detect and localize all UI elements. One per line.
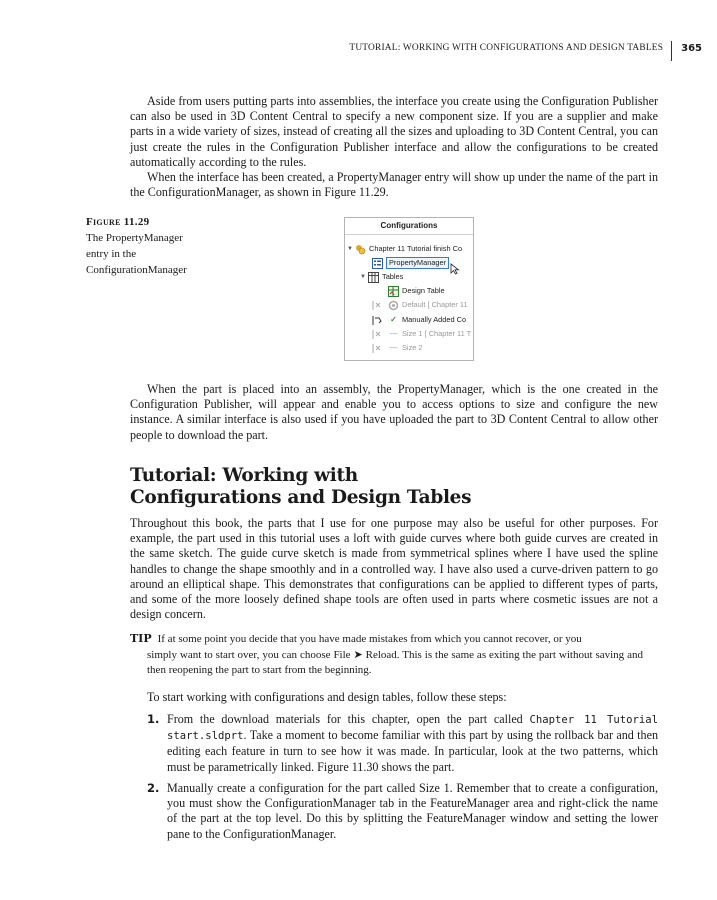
configuration-manager-panel	[344, 217, 474, 361]
step-item-1	[147, 712, 658, 775]
step-text: Manually create a configuration for the part called Size 1. Remember that to create a configuration, you must show the ConfigurationManager tab in the FeatureManager area and right-click the name of the part at the top level. Do this by splitting the FeatureManager window and setting the lower pane to the ConfigurationManager.	[167, 781, 658, 841]
panel-title: Configurations	[345, 218, 473, 235]
mouse-pointer-icon	[450, 263, 460, 275]
dash-icon: —	[389, 329, 398, 338]
tables-icon	[368, 272, 379, 283]
section-body	[130, 516, 658, 622]
figure-caption-line-3: ConfigurationManager	[86, 264, 187, 276]
section-heading-line-1: Tutorial: Working with	[130, 465, 358, 486]
property-manager-icon	[372, 258, 383, 269]
figure-caption-line-1: The PropertyManager	[86, 232, 183, 244]
page-number: 365	[681, 43, 702, 54]
after-figure-text	[130, 382, 658, 443]
tree-item-default-label: Default [ Chapter 11	[402, 300, 468, 309]
tree-item-manually-added[interactable]	[372, 314, 466, 326]
running-header-title: TUTORIAL: WORKING WITH CONFIGURATIONS AND DESIGN TABLES	[349, 43, 664, 53]
section-heading-line-2: Configurations and Design Tables	[130, 487, 472, 508]
link-icon	[372, 343, 385, 354]
dash-icon: —	[389, 343, 398, 352]
after-figure-paragraph: When the part is placed into an assembly, the PropertyManager, which is the one created in the Configuration Publisher, will appear and enable you to access options to size and configure the new instance. A similar interface is also used if you have uploaded the part to 3D Content Central to allow other people to download the part.	[130, 382, 658, 442]
tree-item-size1-label: Size 1 [ Chapter 11 T	[402, 329, 472, 338]
tree-item-default[interactable]	[372, 299, 468, 311]
step-item-2	[147, 781, 658, 842]
intro-text	[130, 94, 658, 200]
intro-paragraph-1: Aside from users putting parts into assemblies, the interface you create using the Configuration Publisher can also be used in 3D Content Central to specify a new component size. If you are a supplier and make parts in a wide variety of sizes, instead of creating all the sizes and uploading to 3D Content Central, you can just create the rules in the Configuration Publisher interface and allow the configurations to be created automatically according to the rules.	[130, 94, 658, 169]
running-header	[349, 41, 702, 61]
tip-text-first-line: If at some point you decide that you have made mistakes from which you cannot recover, or you	[157, 633, 582, 645]
step-text-pre: From the download materials for this chapter, open the part called	[167, 712, 530, 726]
step-text	[167, 712, 658, 775]
steps-intro-paragraph: To start working with configurations and design tables, follow these steps:	[147, 690, 507, 704]
tree-item-tables[interactable]	[360, 271, 403, 283]
tree-item-size1[interactable]	[372, 328, 471, 340]
tip-label: TIP	[130, 632, 152, 645]
link-icon	[372, 315, 385, 326]
tree-item-design-table-label: Design Table	[402, 286, 445, 295]
tree-item-root-label: Chapter 11 Tutorial finish Co	[369, 244, 463, 253]
tree-item-property-manager-label: PropertyManager	[386, 257, 449, 269]
section-heading	[130, 465, 670, 509]
collapse-arrow-icon[interactable]: ▼	[360, 274, 366, 280]
link-icon	[372, 300, 385, 311]
design-table-icon	[388, 286, 399, 297]
figure-caption	[86, 214, 206, 278]
part-config-icon	[355, 244, 366, 255]
tree-item-root[interactable]	[347, 243, 462, 255]
intro-paragraph-2: When the interface has been created, a PropertyManager entry will show up under the name of the part in the ConfigurationManager, as shown in Figure 11.29.	[130, 170, 658, 200]
file-name-code: Chapter 11 Tutorial start.sldprt	[167, 714, 658, 743]
checkmark-icon: ✓	[390, 315, 397, 324]
tip-box	[130, 631, 643, 679]
collapse-arrow-icon[interactable]: ▼	[347, 246, 353, 252]
link-icon	[372, 329, 385, 340]
tree-item-size2-label: Size 2	[402, 343, 423, 352]
tree-item-property-manager[interactable]	[372, 257, 449, 269]
tree-item-manually-added-label: Manually Added Co	[402, 315, 467, 324]
figure-caption-line-2: entry in the	[86, 248, 137, 260]
tree-item-tables-label: Tables	[382, 272, 404, 281]
tree-item-size2[interactable]	[372, 342, 423, 354]
section-body-paragraph: Throughout this book, the parts that I use for one purpose may also be useful for other purposes. For example, the part used in this tutorial uses a loft with guide curves where both guide curves are created in the same sketch. The guide curve sketch is made from symmetrical splines where I have used the spline handles to change the shape smoothly and in a controlled way. I have also used a curve-driven pattern to go around an elliptical shape. This demonstrates that configurations can be applied to different types of parts, and some of the more loosely defined shape tools are often used in parts where cosmetic issues are not a design concern.	[130, 516, 658, 622]
step-number: 2.	[147, 781, 160, 795]
config-gear-icon	[388, 300, 399, 311]
tree-item-design-table[interactable]	[388, 285, 445, 297]
step-number: 1.	[147, 712, 160, 726]
steps-intro	[130, 690, 658, 705]
figure-label: Figure 11.29	[86, 216, 150, 228]
step-text-post: . Take a moment to become familiar with this part by using the rollback bar and then editing each feature in turn to see how it was made. In particular, look at the two patterns, which must be parametrically linked. Figure 11.30 shows the part.	[167, 728, 658, 774]
tip-text-rest: simply want to start over, you can choose File ➤ Reload. This is the same as exiting the part without saving and then reopening the part to start from the beginning.	[147, 648, 643, 676]
